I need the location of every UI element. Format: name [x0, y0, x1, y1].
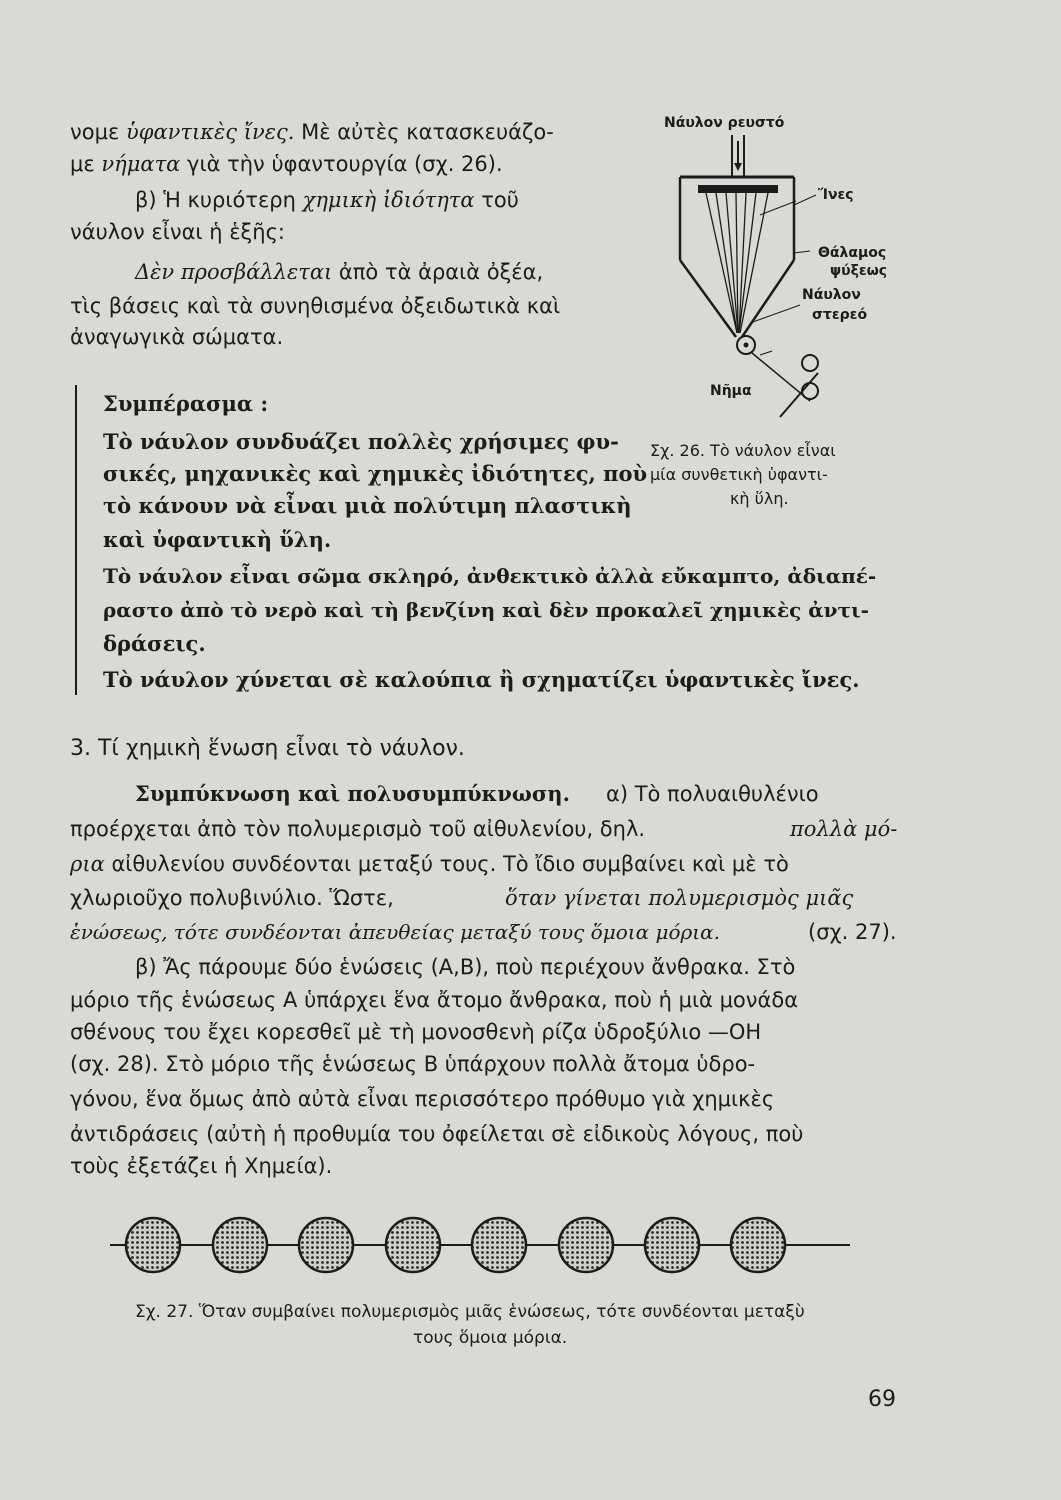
figure-27-caption-1: Σχ. 27. Ὅταν συμβαίνει πολυμερισμὸς μιᾶς ἑνώσεως, τότε συνδέονται μεταξὺ: [135, 1302, 805, 1322]
text: τοῦ: [474, 188, 519, 212]
italic-text: Δὲν προσβάλλεται: [135, 260, 333, 284]
section-3-heading: [70, 735, 465, 763]
intro-line-5: [135, 258, 543, 286]
text: χλωριοῦχο πολυβινύλιο. Ὥστε,: [70, 886, 394, 910]
conclusion-rule: [75, 385, 77, 695]
s3-p1-line-5b: (σχ. 27).: [808, 920, 897, 944]
conclusion-line: τὸ κάνουν νὰ εἶναι μιὰ πολύτιμη πλαστικὴ: [103, 493, 632, 518]
figure-27-caption-2: τους ὅμοια μόρια.: [413, 1328, 568, 1348]
figure-27-molecule-chain: [110, 1205, 870, 1285]
s3-p1-line-2b: πολλὰ μό-: [790, 817, 898, 841]
label-solid-1: Νάυλον: [802, 287, 861, 303]
conclusion-line: Τὸ νάυλον εἶναι σῶμα σκληρό, ἀνθεκτικὸ ἀλλὰ εὔκαμπτο, ἀδιαπέ-: [103, 564, 877, 588]
conclusion-line: Τὸ νάυλον χύνεται σὲ καλούπια ἢ σχηματίζει ὑφαντικὲς ἴνες.: [103, 667, 860, 692]
s3-p2-line: μόριο τῆς ἑνώσεως Α ὑπάρχει ἕνα ἄτομο ἄνθρακα, ποὺ ἡ μιὰ μονάδα: [70, 988, 799, 1012]
figure-26-caption-3: κὴ ὕλη.: [730, 489, 789, 508]
italic-text: νήματα: [101, 152, 181, 176]
s3-p1-line-1b: α) Τὸ πολυαιθυλένιο: [606, 782, 819, 806]
intro-line-1: [70, 118, 554, 146]
text: με: [70, 152, 102, 176]
text: προέρχεται ἀπὸ τὸν πολυμερισμὸ τοῦ αἰθυλενίου, δηλ.: [70, 817, 646, 841]
text: β) Ἡ κυριότερη: [135, 188, 303, 212]
page-number: 69: [868, 1387, 896, 1412]
conclusion-heading: Συμπέρασμα :: [103, 391, 269, 416]
conclusion-line: ραστο ἀπὸ τὸ νερὸ καὶ τὴ βενζίνη καὶ δὲν προκαλεῖ χημικὲς ἀντι-: [103, 598, 869, 622]
italic-text: χημικὴ ἰδιότητα: [302, 188, 475, 212]
italic-text: ὑφαντικὲς ἴνες.: [125, 120, 295, 144]
s3-p2-line: σθένους του ἔχει κορεσθεῖ μὲ τὴ μονοσθενὴ ρίζα ὑδροξύλιο —OH: [70, 1020, 762, 1044]
text: νομε: [70, 120, 126, 144]
text: Μὲ αὐτὲς κατασκευάζο-: [294, 120, 554, 144]
s3-p2-line: τοὺς ἐξετάζει ἡ Χημεία).: [70, 1154, 333, 1178]
text: αἰθυλενίου συνδέονται μεταξύ τους. Τὸ ἴδιο συμβαίνει καὶ μὲ τὸ: [104, 852, 789, 876]
label-chamber-2: ψύξεως: [830, 263, 888, 279]
text: ἀπὸ τὰ ἀραιὰ ὀξέα,: [332, 260, 544, 284]
italic-text: ρια: [70, 852, 105, 876]
s3-p1-line-3: [70, 850, 789, 878]
text: γιὰ τὴν ὑφαντουργία (σχ. 26).: [180, 152, 503, 176]
conclusion-line: καὶ ὑφαντικὴ ὕλη.: [103, 527, 332, 552]
s3-p1-line-1: [135, 780, 570, 808]
conclusion-line: δράσεις.: [103, 631, 206, 656]
intro-line-6: τὶς βάσεις καὶ τὰ συνηθισμένα ὀξειδωτικὰ καὶ: [70, 294, 561, 318]
s3-p1-line-2: [70, 815, 645, 843]
intro-line-2: [70, 150, 503, 178]
s3-p2-line: (σχ. 28). Στὸ μόριο τῆς ἑνώσεως Β ὑπάρχουν πολλὰ ἄτομα ὑδρο-: [70, 1052, 756, 1076]
s3-p1-line-5: [70, 918, 720, 946]
intro-line-3: [135, 186, 519, 214]
s3-p1-line-4: [70, 884, 394, 912]
s3-p2-line: β) Ἄς πάρουμε δύο ἑνώσεις (Α,Β), ποὺ περιέχουν ἄνθρακα. Στὸ: [135, 955, 796, 979]
conclusion-line: σικές, μηχανικὲς καὶ χημικὲς ἰδιότητες, ποὺ: [103, 461, 648, 486]
figure-26-caption-2: μία συνθετικὴ ὑφαντι-: [650, 465, 828, 484]
label-chamber-1: Θάλαμος: [818, 245, 887, 261]
conclusion-line: Τὸ νάυλον συνδυάζει πολλὲς χρήσιμες φυ-: [103, 429, 619, 454]
label-thread: Νῆμα: [710, 383, 752, 399]
heading-text: 3. Τί χημικὴ ἕνωση εἶναι τὸ νάυλον.: [70, 736, 465, 761]
figure-26-caption-1: Σχ. 26. Τὸ νάυλον εἶναι: [650, 441, 836, 460]
italic-text: ἑνώσεως, τότε συνδέονται ἀπευθείας μεταξύ τους ὅμοια μόρια.: [70, 920, 720, 944]
bold-text: Συμπύκνωση καὶ πολυσυμπύκνωση.: [135, 781, 570, 806]
s3-p1-line-4b: ὅταν γίνεται πολυμερισμὸς μιᾶς: [505, 886, 854, 910]
s3-p2-line: γόνου, ἕνα ὅμως ἀπὸ αὐτὰ εἶναι περισσότερο πρόθυμο γιὰ χημικὲς: [70, 1087, 775, 1111]
s3-p2-line: ἀντιδράσεις (αὐτὴ ἡ προθυμία του ὀφείλεται σὲ εἰδικοὺς λόγους, ποὺ: [70, 1122, 804, 1146]
label-solid-2: στερεό: [812, 307, 868, 323]
figure-26: [650, 105, 910, 525]
label-liquid-nylon: Νάυλον ρευστό: [664, 115, 785, 131]
label-fibers: Ἴνες: [818, 187, 854, 203]
intro-line-7: ἀναγωγικὰ σώματα.: [70, 325, 284, 349]
intro-line-4: νάυλον εἶναι ἡ ἑξῆς:: [70, 220, 285, 244]
